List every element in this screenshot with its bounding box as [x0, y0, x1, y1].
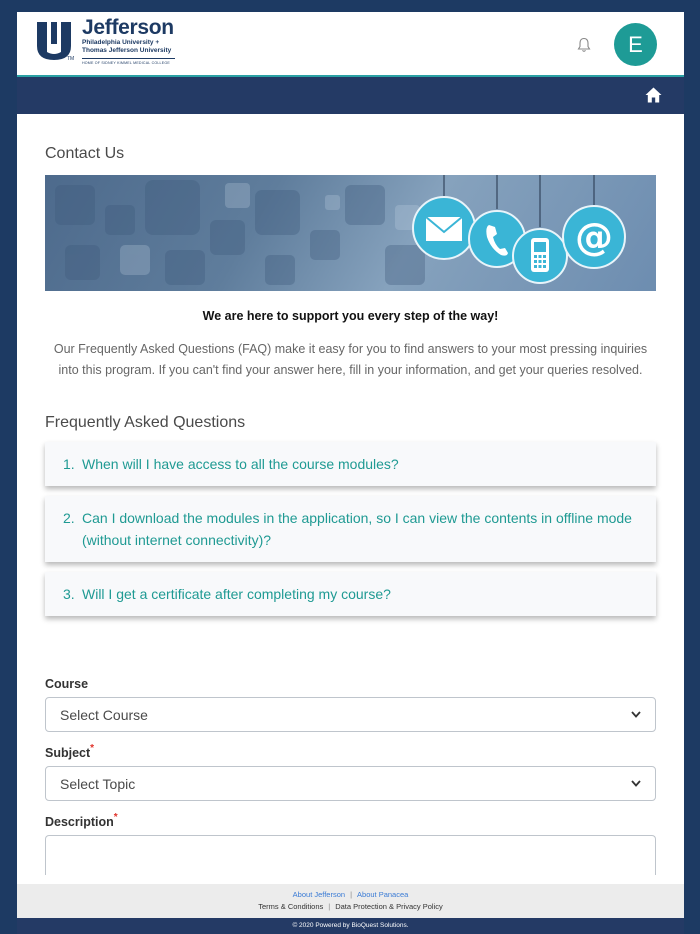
faq-heading: Frequently Asked Questions [45, 414, 246, 431]
faq-item-number: 2. [63, 510, 75, 526]
contact-banner-illustration [45, 175, 656, 291]
footer-separator: | [328, 902, 331, 911]
contact-form [45, 677, 656, 875]
faq-item[interactable] [45, 572, 656, 616]
header [17, 12, 684, 77]
faq-item-question[interactable]: Will I get a certificate after completing my course? [82, 586, 391, 602]
faq-intro-text: Our Frequently Asked Questions (FAQ) make it easy for you to find answers to your most pressing inquiries into this program. If you can't find your answer here, fill in your information, and get your queries resolved. [53, 342, 648, 377]
subject-select-value: Select Topic [60, 775, 136, 792]
copyright-text: © 2020 Powered by [292, 922, 352, 929]
faq-item-question[interactable]: When will I have access to all the course modules? [82, 456, 399, 472]
chevron-down-icon [631, 711, 641, 718]
app-frame [17, 12, 684, 934]
mobile-icon [513, 229, 567, 283]
course-select[interactable] [45, 697, 656, 732]
copyright-bar [17, 918, 684, 934]
footer-legal-links [17, 902, 684, 911]
faq-list [45, 442, 656, 616]
course-select-value: Select Course [60, 706, 148, 723]
home-icon[interactable] [645, 87, 662, 103]
logo-text [82, 17, 175, 65]
at-sign-icon [563, 206, 625, 268]
footer-links [17, 884, 684, 899]
contact-banner [45, 175, 656, 291]
page-title: Contact Us [45, 145, 125, 162]
logo-subtitle-1: Philadelphia University + [82, 39, 160, 46]
course-label-text: Course [45, 677, 89, 691]
logo-subtitle-2: Thomas Jefferson University [82, 47, 172, 54]
faq-item[interactable] [45, 442, 656, 486]
svg-text:@: @ [575, 215, 613, 259]
description-textarea[interactable] [45, 835, 656, 875]
bioquest-link[interactable]: BioQuest Solutions. [351, 922, 409, 929]
main-content [17, 145, 684, 875]
navbar [17, 77, 684, 114]
required-mark: * [113, 812, 118, 823]
subject-label [45, 743, 656, 760]
subject-label-text: Subject [45, 746, 91, 760]
subject-select[interactable] [45, 766, 656, 801]
logo-tagline: HOME OF SIDNEY KIMMEL MEDICAL COLLEGE [82, 58, 175, 65]
faq-item-question[interactable]: Can I download the modules in the application, so I can view the contents in offline mode (without internet connectivity)? [82, 510, 632, 548]
chevron-down-icon [631, 780, 641, 787]
about-jefferson-link[interactable]: About Jefferson [292, 890, 346, 899]
terms-link[interactable]: Terms & Conditions [258, 902, 324, 911]
trademark: TM [67, 56, 75, 62]
required-mark: * [90, 743, 95, 754]
description-label-text: Description [45, 815, 114, 829]
description-label [45, 812, 656, 829]
bell-icon[interactable] [577, 37, 591, 53]
course-label [45, 677, 656, 691]
faq-item-number: 3. [63, 586, 75, 602]
privacy-link[interactable]: Data Protection & Privacy Policy [335, 902, 443, 911]
faq-item[interactable] [45, 496, 656, 562]
about-panacea-link[interactable]: About Panacea [357, 890, 409, 899]
footer [17, 884, 684, 918]
faq-item-number: 1. [63, 456, 75, 472]
footer-separator: | [350, 890, 353, 899]
user-avatar[interactable]: E [614, 23, 657, 66]
email-icon [413, 197, 475, 259]
support-tagline: We are here to support you every step of the way! [202, 309, 499, 323]
logo-title: Jefferson [82, 16, 174, 39]
